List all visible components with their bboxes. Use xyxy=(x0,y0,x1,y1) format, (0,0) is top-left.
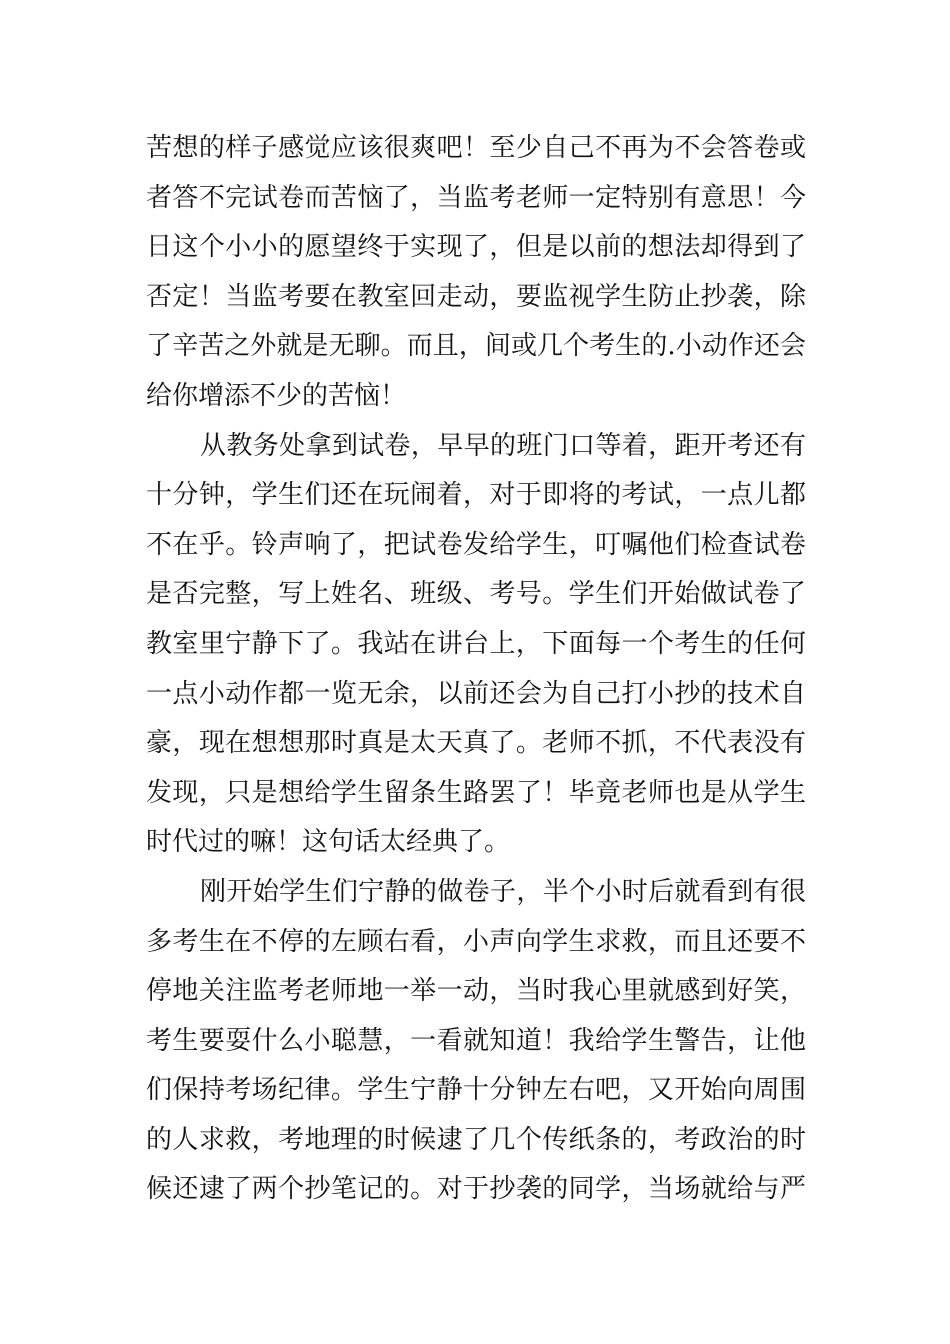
text-line: 们保持考场纪律。学生宁静十分钟左右吧，又开始向周围 xyxy=(146,1075,806,1106)
text-line: 给你增添不少的苦恼！ xyxy=(146,380,407,411)
document-page xyxy=(146,124,806,1215)
text-line: 候还逮了两个抄笔记的。对于抄袭的同学，当场就给与严 xyxy=(146,1174,806,1205)
text-line: 教室里宁静下了。我站在讲台上，下面每一个考生的任何 xyxy=(146,628,806,659)
text-line: 停地关注监考老师地一举一动，当时我心里就感到好笑， xyxy=(146,976,806,1007)
text-line: 不在乎。铃声响了，把试卷发给学生，叮嘱他们检查试卷 xyxy=(146,529,806,560)
text-line: 了辛苦之外就是无聊。而且，间或几个考生的.小动作还会 xyxy=(146,331,806,362)
text-line: 刚开始学生们宁静的做卷子，半个小时后就看到有很 xyxy=(200,876,806,907)
paragraph-2 xyxy=(146,422,806,868)
paragraph-1 xyxy=(146,124,806,422)
text-line: 一点小动作都一览无余，以前还会为自己打小抄的技术自 xyxy=(146,678,806,709)
text-line: 者答不完试卷而苦恼了，当监考老师一定特别有意思！今 xyxy=(146,182,806,213)
text-line: 多考生在不停的左顾右看，小声向学生求救，而且还要不 xyxy=(146,926,806,957)
text-line: 苦想的样子感觉应该很爽吧！至少自己不再为不会答卷或 xyxy=(146,133,806,163)
text-line: 时代过的嘛！这句话太经典了。 xyxy=(146,827,511,858)
text-line: 日这个小小的愿望终于实现了，但是以前的想法却得到了 xyxy=(146,232,806,263)
text-line: 豪，现在想想那时真是太天真了。老师不抓，不代表没有 xyxy=(146,728,806,759)
text-line: 十分钟，学生们还在玩闹着，对于即将的考试，一点儿都 xyxy=(146,480,806,511)
paragraph-3 xyxy=(146,868,806,1215)
text-line: 考生要耍什么小聪慧，一看就知道！我给学生警告，让他 xyxy=(146,1025,806,1056)
text-line: 发现，只是想给学生留条生路罢了！毕竟老师也是从学生 xyxy=(146,777,806,808)
text-line: 从教务处拿到试卷，早早的班门口等着，距开考还有 xyxy=(200,430,806,461)
text-line: 是否完整，写上姓名、班级、考号。学生们开始做试卷了 xyxy=(146,579,806,610)
text-line: 的人求救，考地理的时候逮了几个传纸条的，考政治的时 xyxy=(146,1124,806,1155)
text-line: 否定！当监考要在教室回走动，要监视学生防止抄袭，除 xyxy=(146,281,806,312)
